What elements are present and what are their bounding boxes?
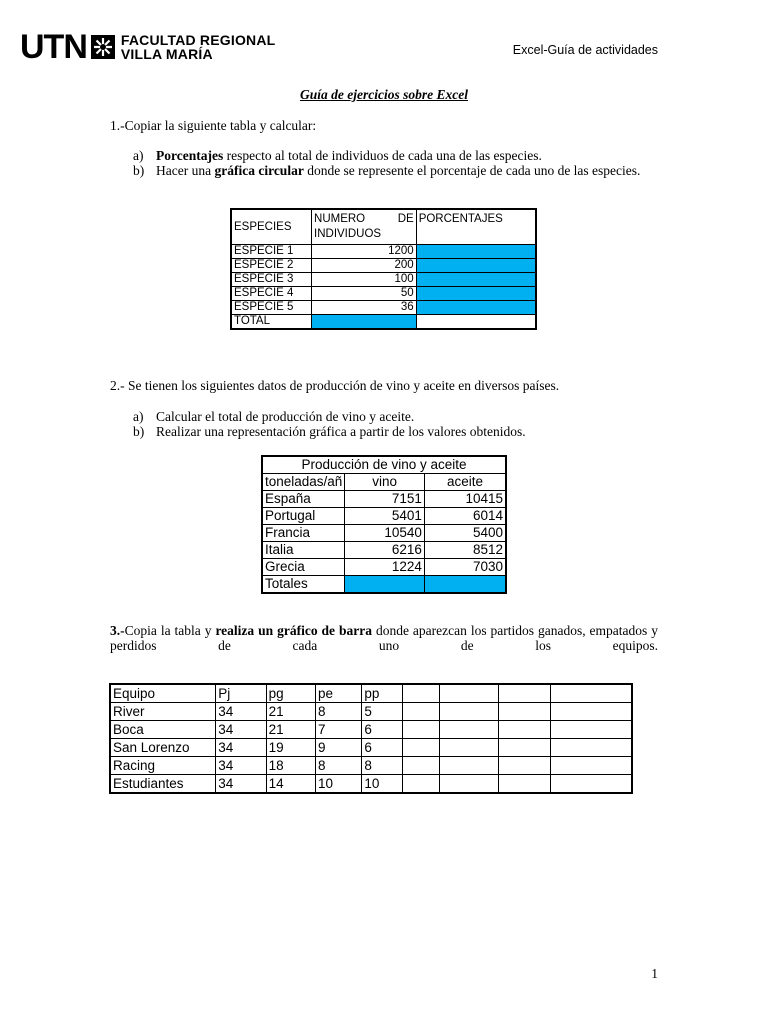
ex2-item-a: a) Calcular el total de producción de vino y aceite. [133, 409, 415, 424]
percent-cell [416, 245, 536, 259]
ex1-a-marker: a) [133, 148, 144, 163]
species-header: ESPECIES [231, 209, 312, 245]
table-row: ESPECIE 3 100 [231, 273, 536, 287]
ex1-item-b [133, 163, 658, 193]
document-label: Excel-Guía de actividades [512, 43, 658, 57]
ex1-b-pre: Hacer una [156, 163, 215, 178]
table-row: Grecia 1224 7030 [262, 559, 506, 576]
total-cell [312, 315, 417, 330]
table-row-totals: Totales [262, 576, 506, 594]
ex1-b-marker: b) [133, 163, 145, 178]
table-row: ESPECIE 2 200 [231, 259, 536, 273]
table-row: River 34 21 8 5 [110, 703, 632, 721]
species-table [230, 208, 537, 330]
table-row: Italia 6216 8512 [262, 542, 506, 559]
table-row: Francia 10540 5400 [262, 525, 506, 542]
wine-oil-title: Producción de vino y aceite [262, 456, 506, 474]
table-row: ESPECIE 1 1200 [231, 245, 536, 259]
table-row-total: TOTAL [231, 315, 536, 330]
total-cell [424, 576, 506, 594]
faculty-name [121, 33, 276, 61]
table-row: Racing 34 18 8 8 [110, 757, 632, 775]
total-cell [345, 576, 425, 594]
ex1-intro: 1.-Copiar la siguiente tabla y calcular: [110, 118, 317, 133]
percent-cell [416, 301, 536, 315]
utn-star-icon [91, 35, 115, 59]
table-header-row: Equipo Pj pg pe pp [110, 684, 632, 703]
ex1-a-bold: Porcentajes [156, 148, 224, 163]
faculty-line-2: VILLA MARÍA [120, 46, 213, 62]
ex1-a-rest: respecto al total de individuos de cada una de las especies. [223, 148, 542, 163]
page-title: Guía de ejercicios sobre Excel [300, 87, 468, 102]
ex1-b-bold: gráfica circular [214, 163, 304, 178]
table-row: Boca 34 21 7 6 [110, 721, 632, 739]
ex2-intro: 2.- Se tienen los siguientes datos de producción de vino y aceite en diversos países. [110, 378, 560, 393]
utn-logo [20, 30, 275, 64]
percent-cell [416, 273, 536, 287]
count-header: NUMERO DE INDIVIDUOS [312, 209, 417, 245]
page-number: 1 [651, 966, 658, 981]
percent-cell [416, 259, 536, 273]
wine-oil-table: Producción de vino y aceite toneladas/añ vino aceite España 7151 10415 Portugal 5401 6014 Francia 10540 5400 Italia 6216 8512 Grecia 1224 7030 Totales [261, 455, 507, 594]
table-row: Estudiantes 34 14 10 10 [110, 775, 632, 794]
ex3-intro: 3.-Copia la tabla y realiza un gráfico de barra donde aparezcan los partidos ganados, empatados y perdidos de cada uno de los equipos. [110, 623, 658, 653]
table-row: Portugal 5401 6014 [262, 508, 506, 525]
table-row: ESPECIE 4 50 [231, 287, 536, 301]
ex1-b-rest: donde se represente el porcentaje de cada uno de las especies. [303, 163, 641, 178]
teams-table [109, 683, 633, 794]
table-row: San Lorenzo 34 19 9 6 [110, 739, 632, 757]
percent-header: PORCENTAJES [416, 209, 536, 245]
ex1-item-a [133, 148, 658, 163]
table-row: España 7151 10415 [262, 491, 506, 508]
faculty-line-1: FACULTAD REGIONAL [120, 32, 276, 48]
logo-text: UTN [20, 28, 87, 66]
ex2-item-b: b) Realizar una representación gráfica a partir de los valores obtenidos. [133, 424, 526, 439]
table-row: ESPECIE 5 36 [231, 301, 536, 315]
percent-cell [416, 287, 536, 301]
